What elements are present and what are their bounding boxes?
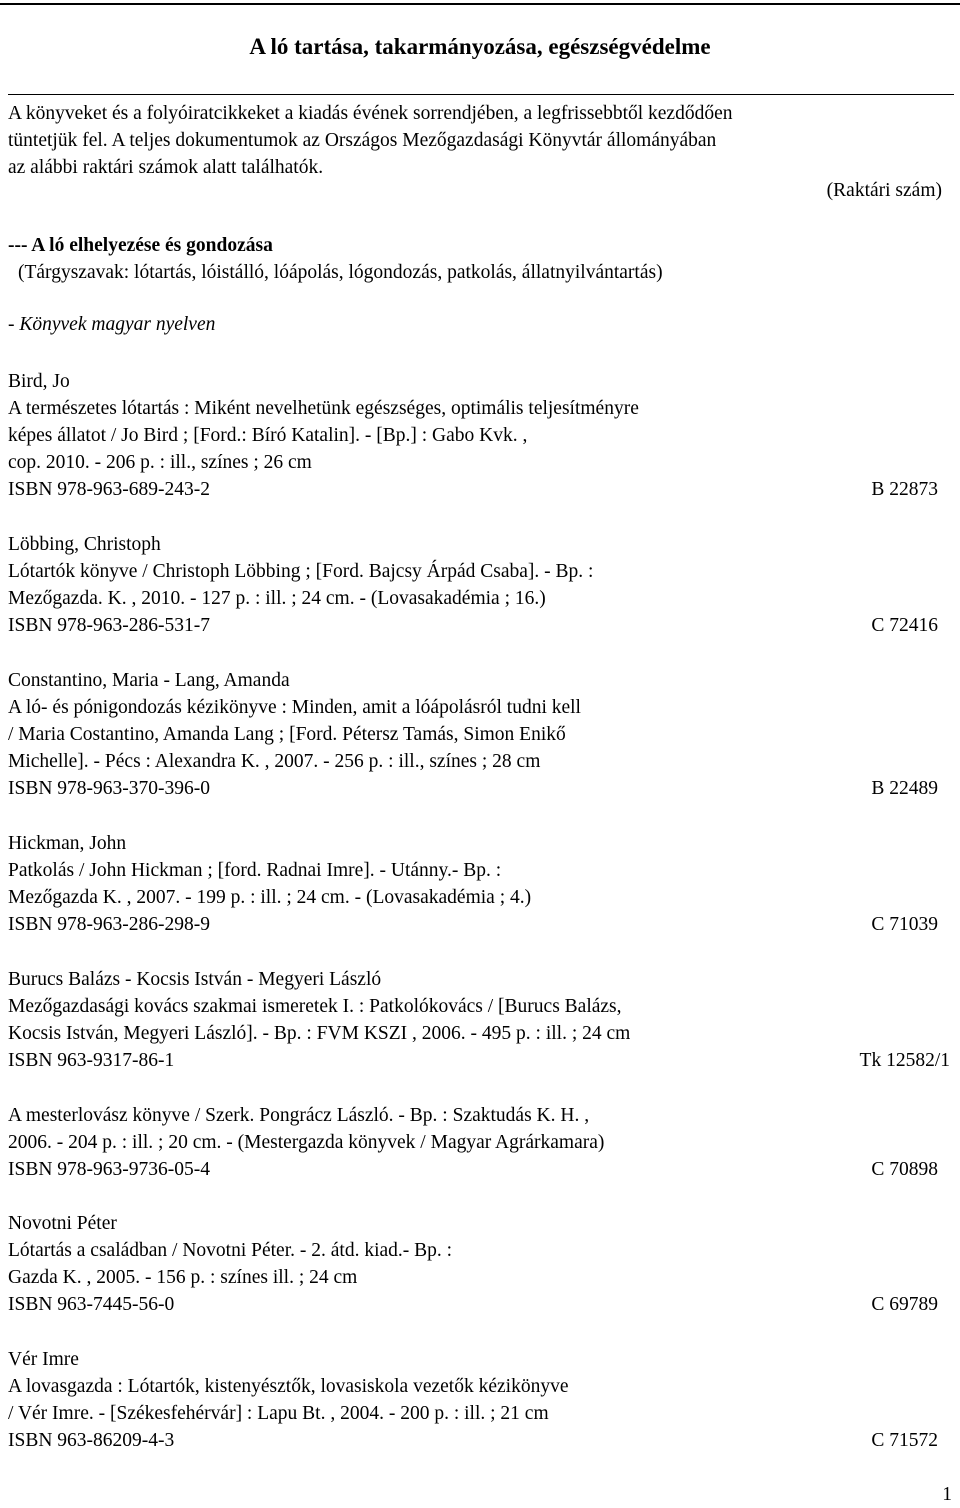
subsection-title: - Könyvek magyar nyelven: [8, 314, 216, 335]
intro-line: tüntetjük fel. A teljes dokumentumok az Országos Mezőgazdasági Könyvtár állományában: [8, 130, 717, 151]
entry-line: Michelle]. - Pécs : Alexandra K. , 2007. - 256 p. : ill., színes ; 28 cm: [8, 751, 541, 772]
bibliography-entry: [8, 830, 938, 938]
entry-line: Lótartás a családban / Novotni Péter. - 2. átd. kiad.- Bp. :: [8, 1240, 453, 1261]
bibliography-entry: [8, 966, 950, 1074]
page-title: A ló tartása, takarmányozása, egészségvédelme: [249, 34, 711, 59]
entry-line: cop. 2010. - 206 p. : ill., színes ; 26 cm: [8, 452, 312, 473]
entry-line: Lótartók könyve / Christoph Löbbing ; [Ford. Bajcsy Árpád Csaba]. - Bp. :: [8, 561, 594, 582]
entry-line: Mezőgazda. K. , 2010. - 127 p. : ill. ; 24 cm. - (Lovasakadémia ; 16.): [8, 588, 546, 609]
entry-line: Mezőgazdasági kovács szakmai ismeretek I. : Patkolókovács / [Burucs Balázs,: [8, 996, 622, 1017]
bibliography-entry: [8, 1210, 938, 1318]
entry-line: 2006. - 204 p. : ill. ; 20 cm. - (Mestergazda könyvek / Magyar Agrárkamara): [8, 1132, 605, 1153]
bibliography-entry: [8, 1346, 938, 1454]
entry-line: A lovasgazda : Lótartók, kistenyésztők, lovasiskola vezetők kézikönyve: [8, 1376, 569, 1397]
entry-isbn: ISBN 978-963-286-531-7: [8, 615, 211, 636]
entry-author: Hickman, John: [8, 833, 127, 854]
bibliography-entry: [8, 531, 938, 639]
entry-line: Gazda K. , 2005. - 156 p. : színes ill. ; 24 cm: [8, 1267, 358, 1288]
entry-call-number: Tk 12582/1: [859, 1050, 950, 1071]
entry-call-number: C 71572: [871, 1430, 938, 1451]
top-rule: [0, 3, 960, 5]
entry-line: Kocsis István, Megyeri László]. - Bp. : FVM KSZI , 2006. - 495 p. : ill. ; 24 cm: [8, 1023, 631, 1044]
bibliography-entry: [8, 667, 938, 802]
intro-paragraph: [8, 100, 938, 181]
bibliography-entry: [8, 368, 938, 503]
entry-author: Vér Imre: [8, 1349, 79, 1370]
entry-call-number: C 69789: [871, 1294, 938, 1315]
intro-line: A könyveket és a folyóiratcikkeket a kiadás évének sorrendjében, a legfrissebbtől kezdődően: [8, 103, 733, 124]
entry-line: képes állatot / Jo Bird ; [Ford.: Bíró Katalin]. - [Bp.] : Gabo Kvk. ,: [8, 425, 528, 446]
bibliography-entry: [8, 1102, 938, 1183]
entry-author: Constantino, Maria - Lang, Amanda: [8, 670, 290, 691]
entry-author: Novotni Péter: [8, 1213, 117, 1234]
title-rule: [8, 94, 954, 95]
entry-isbn: ISBN 963-9317-86-1: [8, 1050, 175, 1071]
entry-call-number: B 22489: [871, 778, 938, 799]
entry-isbn: ISBN 978-963-9736-05-4: [8, 1159, 211, 1180]
entry-line: A mesterlovász könyve / Szerk. Pongrácz László. - Bp. : Szaktudás K. H. ,: [8, 1105, 590, 1126]
entry-line: / Maria Costantino, Amanda Lang ; [Ford. Pétersz Tamás, Simon Enikő: [8, 724, 566, 745]
entry-line: Mezőgazda K. , 2007. - 199 p. : ill. ; 24 cm. - (Lovasakadémia ; 4.): [8, 887, 532, 908]
entry-line: / Vér Imre. - [Székesfehérvár] : Lapu Bt. , 2004. - 200 p. : ill. ; 21 cm: [8, 1403, 549, 1424]
section-keywords: (Tárgyszavak: lótartás, lóistálló, lóápolás, lógondozás, patkolás, állatnyilvántartás): [18, 262, 663, 283]
entry-call-number: C 70898: [871, 1159, 938, 1180]
entry-line: A természetes lótartás : Miként nevelhetünk egészséges, optimális teljesítményre: [8, 398, 639, 419]
entry-author: Bird, Jo: [8, 371, 70, 392]
entry-call-number: B 22873: [871, 479, 938, 500]
entry-line: A ló- és pónigondozás kézikönyve : Minden, amit a lóápolásról tudni kell: [8, 697, 581, 718]
entry-isbn: ISBN 978-963-689-243-2: [8, 479, 211, 500]
intro-line: az alábbi raktári számok alatt találhatók.: [8, 157, 324, 178]
entry-author: Burucs Balázs - Kocsis István - Megyeri László: [8, 969, 382, 990]
entry-isbn: ISBN 978-963-370-396-0: [8, 778, 211, 799]
entry-isbn: ISBN 963-86209-4-3: [8, 1430, 175, 1451]
entry-line: Patkolás / John Hickman ; [ford. Radnai Imre]. - Utánny.- Bp. :: [8, 860, 502, 881]
page-number: 1: [942, 1484, 952, 1505]
call-number-label: (Raktári szám): [826, 180, 942, 201]
entry-isbn: ISBN 963-7445-56-0: [8, 1294, 175, 1315]
section-header: [8, 232, 663, 286]
entry-call-number: C 72416: [871, 615, 938, 636]
entry-isbn: ISBN 978-963-286-298-9: [8, 914, 211, 935]
entry-call-number: C 71039: [871, 914, 938, 935]
section-title: --- A ló elhelyezése és gondozása: [8, 235, 273, 256]
entry-author: Löbbing, Christoph: [8, 534, 161, 555]
